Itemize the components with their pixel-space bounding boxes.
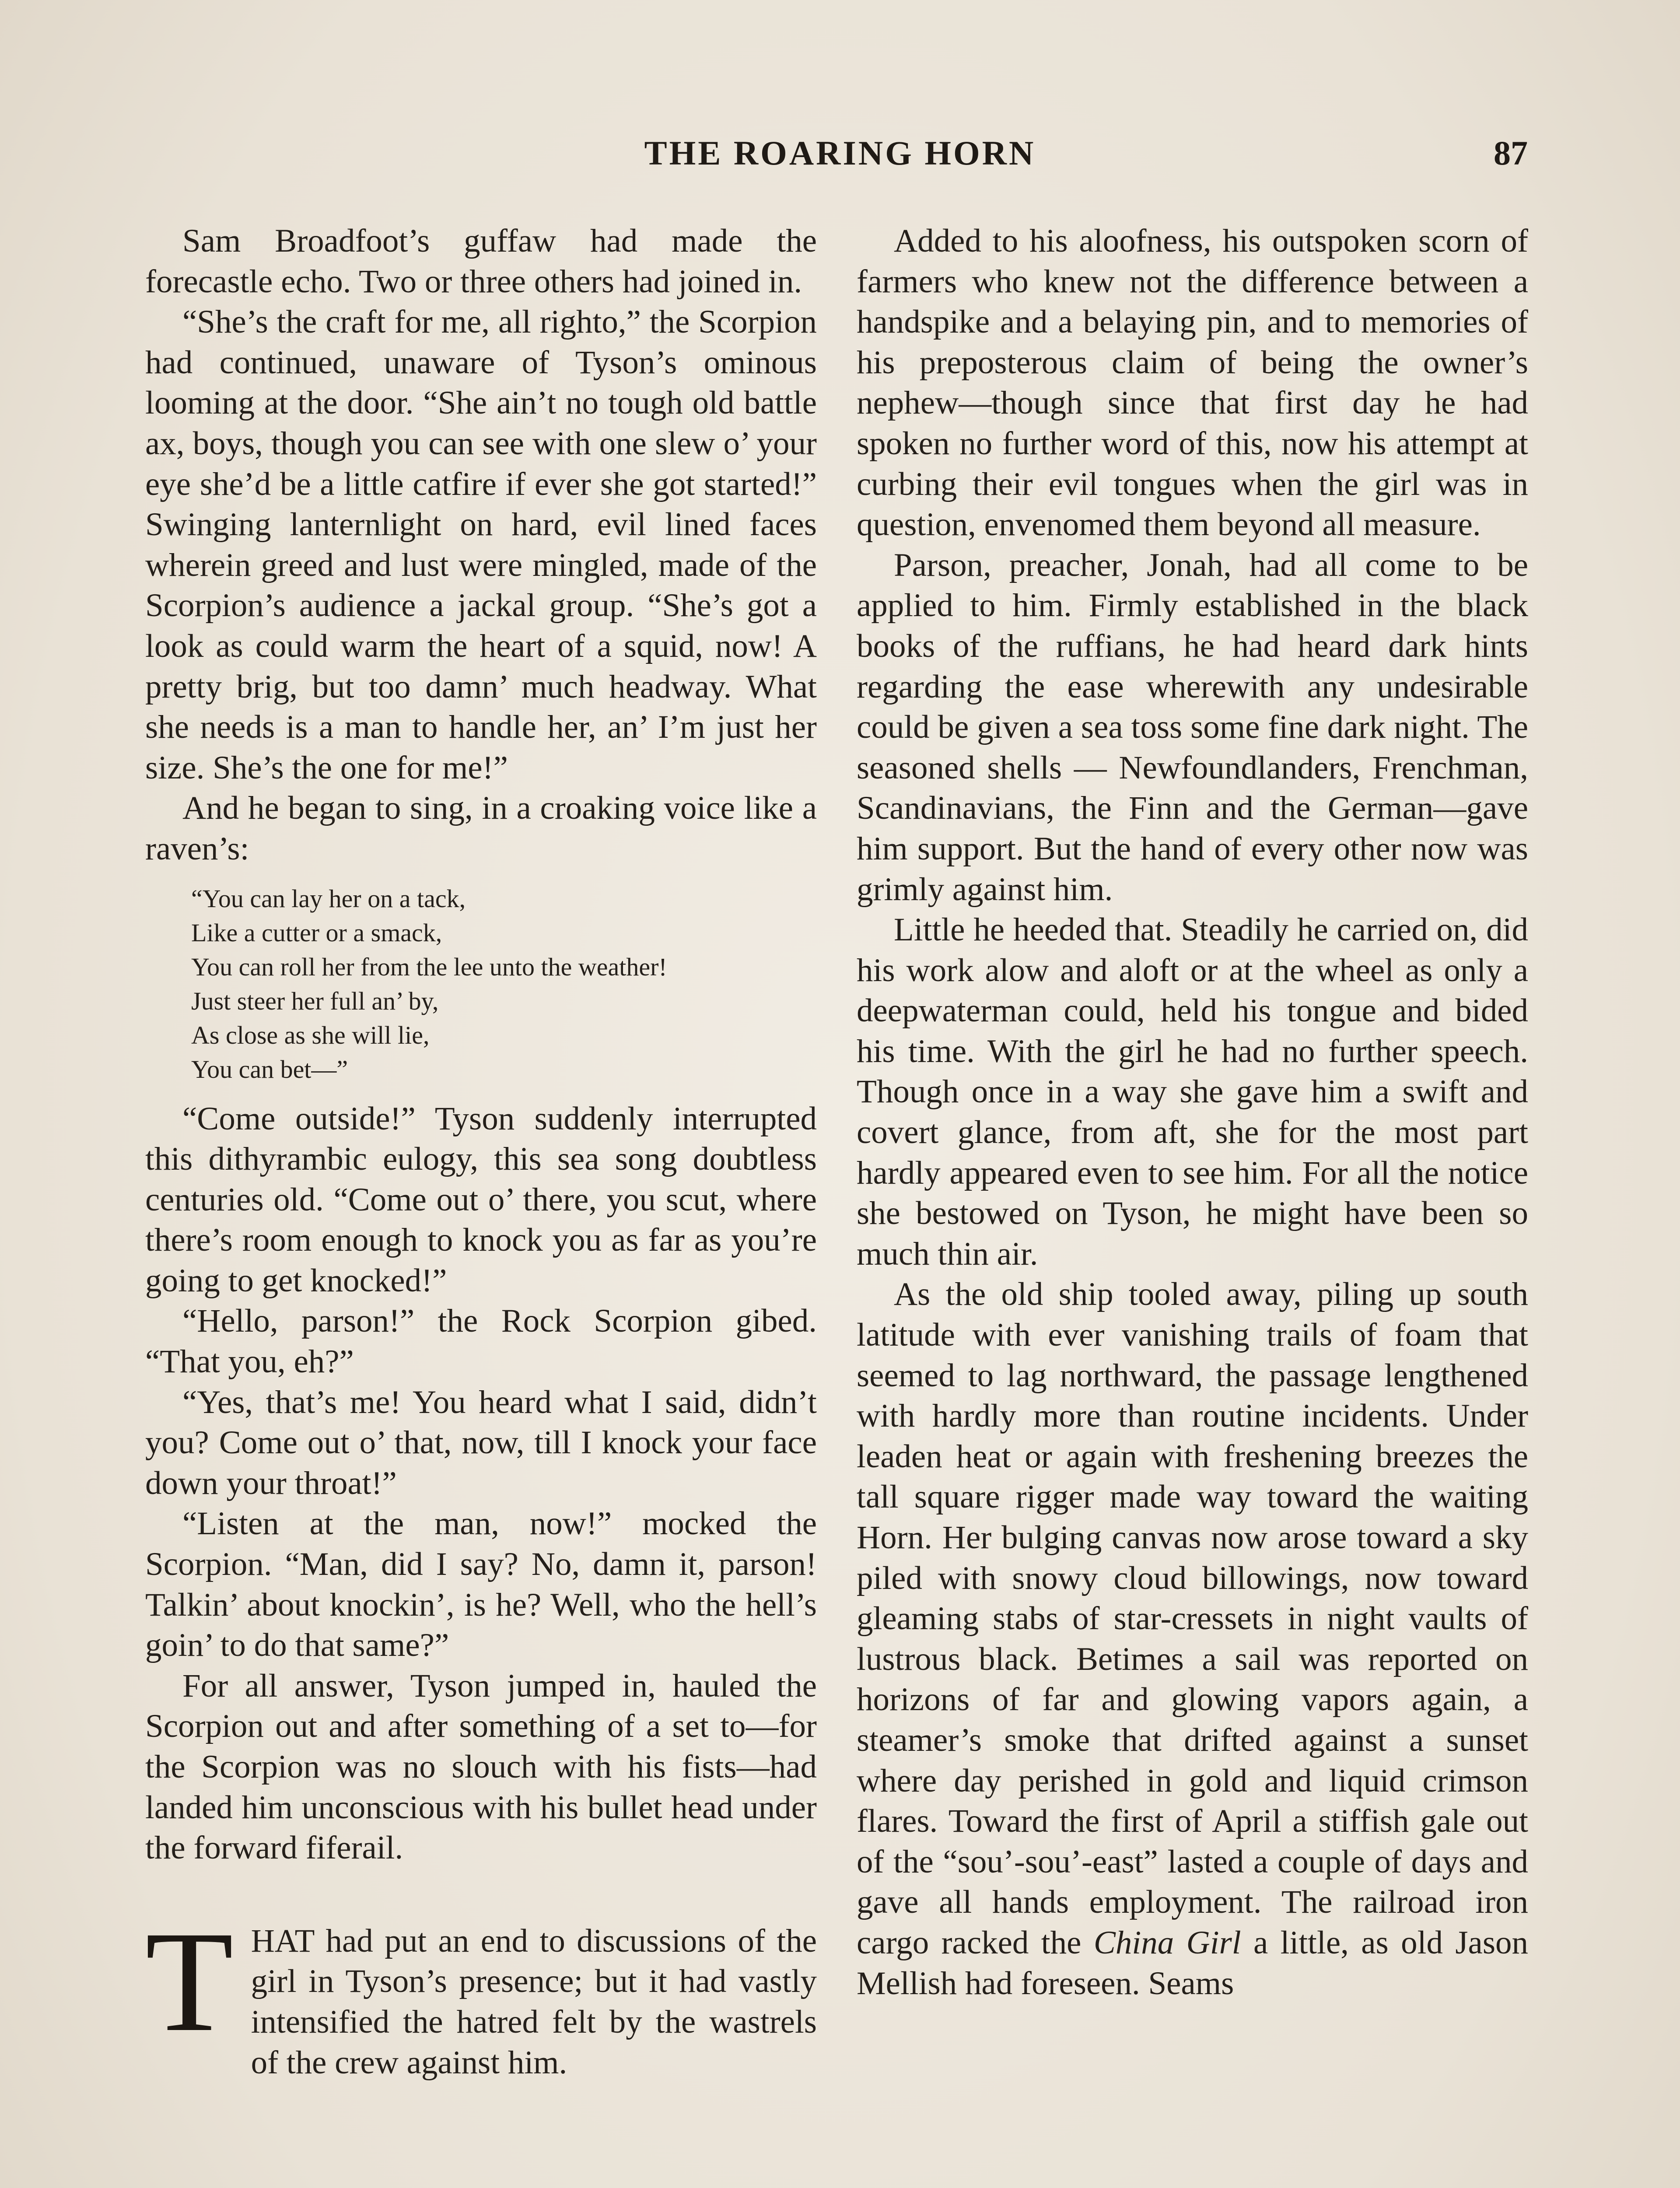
song-verse [191, 882, 817, 1087]
page-header [0, 133, 1680, 173]
verse-line: As close as she will lie, [191, 1020, 430, 1049]
paragraph-text-end: a little, as old Jason Mellish had foreseen. Seams [857, 1924, 1529, 2002]
paragraph-text: As the old ship tooled away, piling up south latitude with ever vanishing trails of foam that seemed to lag northward, the passage lengthened with hardly more than routine incidents. Under leaden heat or again with freshening breezes the tall square rigger made way toward the waiting Horn. Her bulging canvas now arose toward a sky piled with snowy cloud billowings, now toward gleaming stabs of star-cressets in night vaults of lustrous black. Betimes a sail was reported on horizons of far and glowing vapors again, a steamer’s smoke that drifted against a sunset where day perished in gold and liquid crimson flares. Toward the first of April a stiffish gale out of the “sou’-sou’-east” lasted a couple of days and gave all hands employment. The railroad iron cargo racked the [857, 1276, 1528, 1961]
paragraph: “Yes, that’s me! You heard what I said, didn’t you? Come out o’ that, now, till I knock your face down your throat!” [145, 1384, 817, 1501]
paragraph: “Come outside!” Tyson suddenly interrupted this dithyrambic eulogy, this sea song doubtless centuries old. “Come out o’ there, you scut, where there’s room enough to knock you as far as you’re going to get knocked!” [145, 1100, 817, 1299]
ship-name: China Girl [1093, 1924, 1241, 1961]
verse-line: Just steer her full an’ by, [191, 986, 439, 1015]
verse-line: You can roll her from the lee unto the weather! [191, 952, 667, 981]
dropcap-paragraph-text: HAT had put an end to discussions of the girl in Tyson’s presence; but it had vastly intensified the hatred felt by the wastrels of the crew against him. [251, 1922, 817, 2081]
verse-line: Like a cutter or a smack, [191, 918, 442, 947]
paragraph: Added to his aloofness, his outspoken scorn of farmers who knew not the difference between a handspike and a belaying pin, and to memories of his preposterous claim of being the owner’s nephew—though since that first day he had spoken no further word of this, now his attempt at curbing their evil tongues when the girl was in question, envenomed them beyond all measure. [857, 223, 1528, 543]
paragraph: Little he heeded that. Steadily he carried on, did his work alow and aloft or at the wheel as only a deepwaterman could, held his tongue and bided his time. With the girl he had no further speech. Though once in a way she gave him a swift and covert glance, from aft, she for the most part hardly appeared even to see him. For all the notice she bestowed on Tyson, he might have been so much thin air. [857, 912, 1528, 1272]
drop-cap: T [145, 1901, 234, 2062]
paragraph [857, 1274, 1528, 2004]
paragraph: For all answer, Tyson jumped in, hauled the Scorpion out and after something of a set to—for the Scorpion was no slouch with his fists—had landed him unconscious with his bullet head under the forward fiferail. [145, 1667, 817, 1866]
verse-line: You can bet—” [191, 1055, 348, 1083]
dropcap-paragraph [145, 1901, 817, 2083]
left-column [145, 221, 817, 2083]
right-column [857, 221, 1528, 2004]
verse-line: “You can lay her on a tack, [191, 884, 466, 913]
section-break [145, 1869, 817, 1921]
paragraph: “Hello, parson!” the Rock Scorpion gibed. “That you, eh?” [145, 1303, 817, 1380]
page-number: 87 [1494, 134, 1528, 172]
paragraph: “She’s the craft for me, all righto,” the Scorpion had continued, unaware of Tyson’s ominous looming at the door. “She ain’t no tough old battle ax, boys, though you can see with one slew o’ your eye she’d be a little catfire if ever she got started!” Swinging lanternlight on hard, evil lined faces wherein greed and lust were mingled, made of the Scorpion’s audience a jackal group. “She’s got a look as could warm the heart of a squid, now! A pretty brig, but too damn’ much headway. What she needs is a man to handle her, an’ I’m just her size. She’s the one for me!” [145, 304, 817, 786]
paragraph: “Listen at the man, now!” mocked the Scorpion. “Man, did I say? No, damn it, parson! Talkin’ about knockin’, is he? Well, who the hell’s goin’ to do that same?” [145, 1505, 817, 1664]
paragraph: Sam Broadfoot’s guffaw had made the forecastle echo. Two or three others had joined in. [145, 223, 817, 300]
running-head: THE ROARING HORN [644, 134, 1036, 172]
paragraph: Parson, preacher, Jonah, had all come to be applied to him. Firmly established in the black books of the ruffians, he had heard dark hints regarding the ease wherewith any undesirable could be given a sea toss some fine dark night. The seasoned shells — Newfoundlanders, Frenchman, Scandinavians, the Finn and the German—gave him support. But the hand of every other now was grimly against him. [857, 547, 1528, 908]
paragraph: And he began to sing, in a croaking voice like a raven’s: [145, 790, 817, 867]
